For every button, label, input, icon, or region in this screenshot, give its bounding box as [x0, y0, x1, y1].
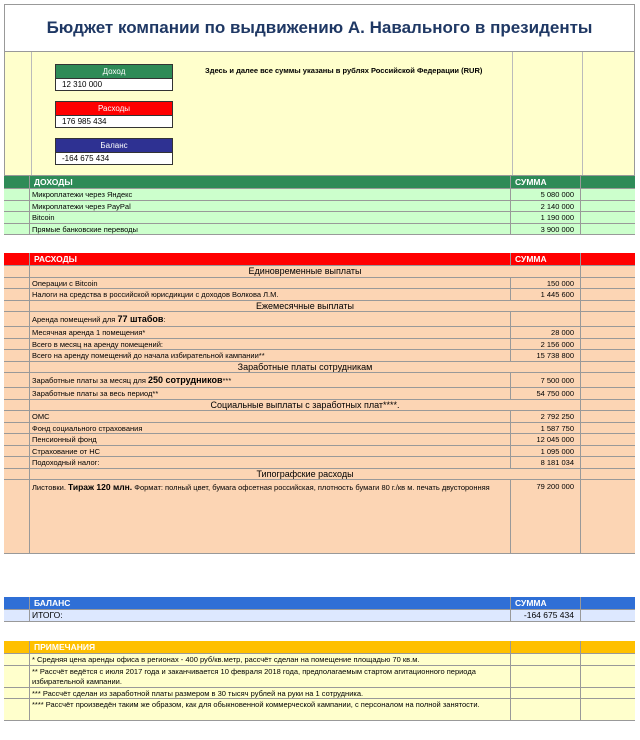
income-value: 1 190 000 [511, 212, 581, 223]
income-value: 2 140 000 [511, 201, 581, 212]
subsection-title: Типографские расходы [4, 469, 635, 481]
expenses-header-row [4, 253, 635, 266]
table-row: ОМС 2 792 250 [4, 411, 635, 423]
kpi-income [55, 64, 173, 91]
kpi-income-value: 12 310 000 [56, 78, 172, 90]
table-row: Страхование от НС 1 095 000 [4, 446, 635, 458]
kpi-expenses-label: Расходы [56, 102, 172, 115]
list-item: * Средняя цена аренды офиса в регионах - 400 руб/кв.метр, рассчёт сделан на помещение площадью 70 кв.м. [4, 654, 635, 666]
table-row: Всего в месяц на аренду помещений: 2 156 000 [4, 339, 635, 351]
table-row: Налоги на средства в российской юрисдикции с доходов Волкова Л.М. 1 445 600 [4, 289, 635, 301]
summary-area [4, 52, 635, 176]
subsection-title: Единовременные выплаты [4, 266, 635, 278]
expenses-header: РАСХОДЫ [30, 253, 511, 265]
notes-header: ПРИМЕЧАНИЯ [30, 641, 511, 653]
kpi-balance-value: -164 675 434 [56, 152, 172, 164]
income-label: Микроплатежи через PayPal [30, 201, 511, 212]
table-row [4, 201, 635, 213]
table-row: Всего на аренду помещений до начала избирательной кампании** 15 738 800 [4, 350, 635, 362]
income-value: 3 900 000 [511, 224, 581, 235]
income-header: ДОХОДЫ [30, 176, 511, 188]
table-row: Фонд социального страхования 1 587 750 [4, 423, 635, 435]
expenses-section [4, 253, 635, 554]
list-item: **** Рассчёт произведён таким же образом, как для обыкновенной коммерческой кампании, с персоналом на полной занятости. [4, 699, 635, 721]
income-label: Прямые банковские переводы [30, 224, 511, 235]
income-section [4, 176, 635, 235]
list-item: ** Рассчёт ведётся с июля 2017 года и заканчивается 10 февраля 2018 года, предполагаемым стартом агитационного периода избирательной кампании. [4, 666, 635, 688]
table-row: Заработные платы за месяц для 250 сотрудников*** 7 500 000 [4, 373, 635, 388]
table-row: Подоходный налог: 8 181 034 [4, 457, 635, 469]
kpi-balance [55, 138, 173, 165]
table-row [4, 189, 635, 201]
table-row [4, 224, 635, 236]
table-row: Листовки. Тираж 120 млн. Формат: полный цвет, бумага офсетная российская, плотность бумаги 80 г./кв м. печать двусторонняя 79 200 000 [4, 480, 635, 554]
list-item: *** Рассчёт сделан из заработной платы размером в 30 тысяч рублей на руки на 1 сотрудника. [4, 688, 635, 700]
income-sum-header: СУММА [511, 176, 581, 188]
kpi-expenses [55, 101, 173, 128]
income-label: Bitcoin [30, 212, 511, 223]
income-value: 5 080 000 [511, 189, 581, 200]
notes-section [4, 641, 635, 721]
kpi-expenses-value: 176 985 434 [56, 115, 172, 127]
table-row: Операции с Bitcoin 150 000 [4, 278, 635, 290]
table-row: Заработные платы за весь период** 54 750 000 [4, 388, 635, 400]
expenses-sum-header: СУММА [511, 253, 581, 265]
table-row [4, 212, 635, 224]
table-row: Пенсионный фонд 12 045 000 [4, 434, 635, 446]
kpi-income-label: Доход [56, 65, 172, 78]
income-header-row [4, 176, 635, 189]
table-row: Аренда помещений для 77 штабов: [4, 312, 635, 327]
balance-section [4, 597, 635, 622]
subsection-title: Заработные платы сотрудникам [4, 362, 635, 374]
balance-header: БАЛАНС [30, 597, 511, 609]
income-label: Микроплатежи через Яндекс [30, 189, 511, 200]
kpi-balance-label: Баланс [56, 139, 172, 152]
table-row: Месячная аренда 1 помещения* 28 000 [4, 327, 635, 339]
currency-note: Здесь и далее все суммы указаны в рублях Российской Федерации (RUR) [205, 66, 483, 75]
subsection-title: Социальные выплаты с заработных плат****. [4, 400, 635, 412]
balance-header-row [4, 597, 635, 610]
page-title: Бюджет компании по выдвижению А. Навального в президенты [46, 18, 593, 37]
balance-sum-header: СУММА [511, 597, 581, 609]
notes-header-row [4, 641, 635, 654]
subsection-title: Ежемесячные выплаты [4, 301, 635, 313]
title-box [4, 4, 635, 52]
table-row: ИТОГО: -164 675 434 [4, 610, 635, 622]
